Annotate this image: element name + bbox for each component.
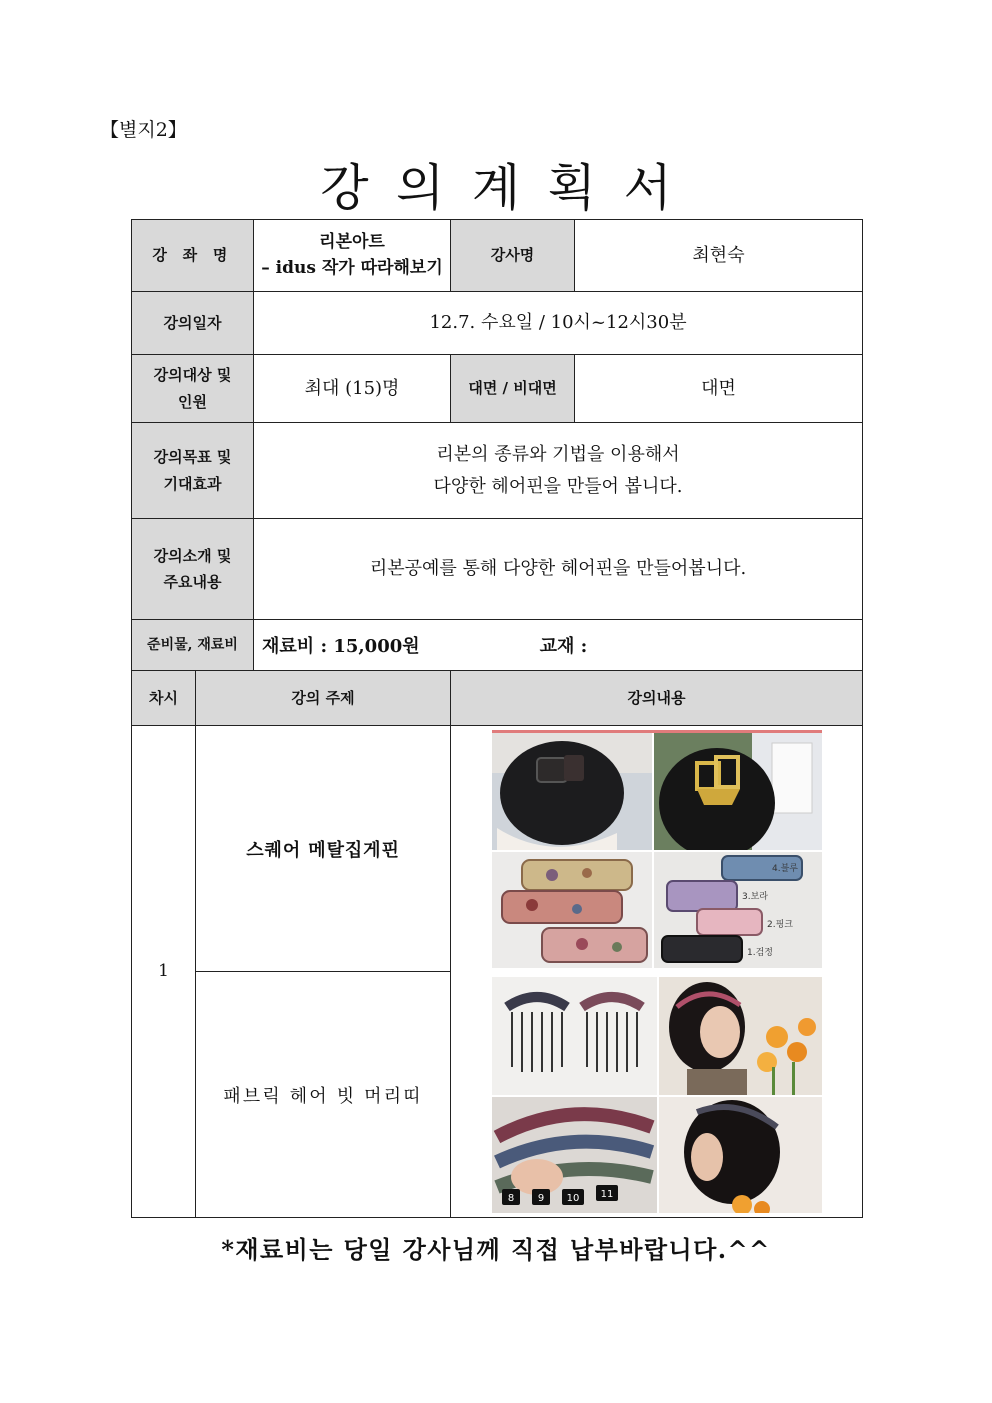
lecture-goal	[254, 423, 863, 519]
lecture-intro: 리본공예를 통해 다양한 헤어핀을 만들어봅니다.	[254, 519, 863, 620]
headband-number-11: 11	[600, 1189, 613, 1200]
clip-color-label-pink: 2.핑크	[766, 920, 793, 930]
clip-color-label-purple: 3.보라	[741, 892, 768, 902]
course-name-line1: 리본아트	[319, 232, 385, 252]
label-target-line1: 강의대상 및	[153, 366, 232, 385]
lecture-plan-table	[131, 219, 863, 1218]
label-intro-line2: 주요내용	[163, 573, 222, 591]
document-title: 강의계획서	[320, 159, 700, 217]
label-goal	[132, 423, 254, 519]
annex-label: 【별지2】	[100, 119, 187, 141]
instructor-name: 최현숙	[575, 220, 863, 292]
goal-line2: 다양한 헤어핀을 만들어 봅니다.	[433, 475, 683, 497]
claw-clip-photos	[492, 733, 822, 968]
headband-number-10: 10	[566, 1193, 579, 1204]
header-session: 차시	[132, 671, 196, 726]
label-mode: 대면 / 비대면	[451, 355, 575, 423]
headband-number-8: 8	[507, 1193, 514, 1204]
header-topic: 강의 주제	[196, 671, 451, 726]
label-instructor: 강사명	[451, 220, 575, 292]
label-course-name: 강 좌 명	[132, 220, 254, 292]
session-number: 1	[132, 726, 196, 1218]
headband-number-9: 9	[537, 1193, 544, 1204]
photo-collage-headbands	[492, 977, 822, 1213]
label-target-line2: 인원	[178, 392, 207, 411]
lecture-mode: 대면	[575, 355, 863, 423]
label-goal-line1: 강의목표 및	[153, 448, 232, 467]
lecture-date: 12.7. 수요일 / 10시~12시30분	[254, 292, 863, 355]
label-goal-line2: 기대효과	[163, 474, 222, 493]
label-date: 강의일자	[132, 292, 254, 355]
photo-collage-claw-clips	[492, 730, 822, 968]
capacity: 최대 (15)명	[254, 355, 451, 423]
material-fee: 재료비 : 15,000원	[262, 636, 420, 657]
label-intro	[132, 519, 254, 620]
textbook: 교재 :	[539, 636, 588, 657]
label-target	[132, 355, 254, 423]
footer-note: *재료비는 당일 강사님께 직접 납부바랍니다.^^	[221, 1235, 771, 1264]
headband-photos	[492, 977, 822, 1213]
lecture-content-photos	[451, 726, 863, 1218]
materials-info	[254, 620, 863, 671]
clip-color-label-blue: 4.블루	[771, 864, 798, 874]
topic-square-metal-clip: 스퀘어 메탈집게핀	[196, 726, 451, 972]
header-content: 강의내용	[451, 671, 863, 726]
clip-color-label-black: 1.검정	[746, 948, 773, 958]
topic-fabric-comb-headband: 패브릭 헤어 빗 머리띠	[196, 972, 451, 1218]
label-materials: 준비물, 재료비	[132, 620, 254, 671]
goal-line1: 리본의 종류와 기법을 이용해서	[436, 444, 680, 465]
label-intro-line1: 강의소개 및	[153, 546, 232, 565]
course-name	[254, 220, 451, 292]
course-name-line2: – idus 작가 따라해보기	[261, 257, 443, 278]
